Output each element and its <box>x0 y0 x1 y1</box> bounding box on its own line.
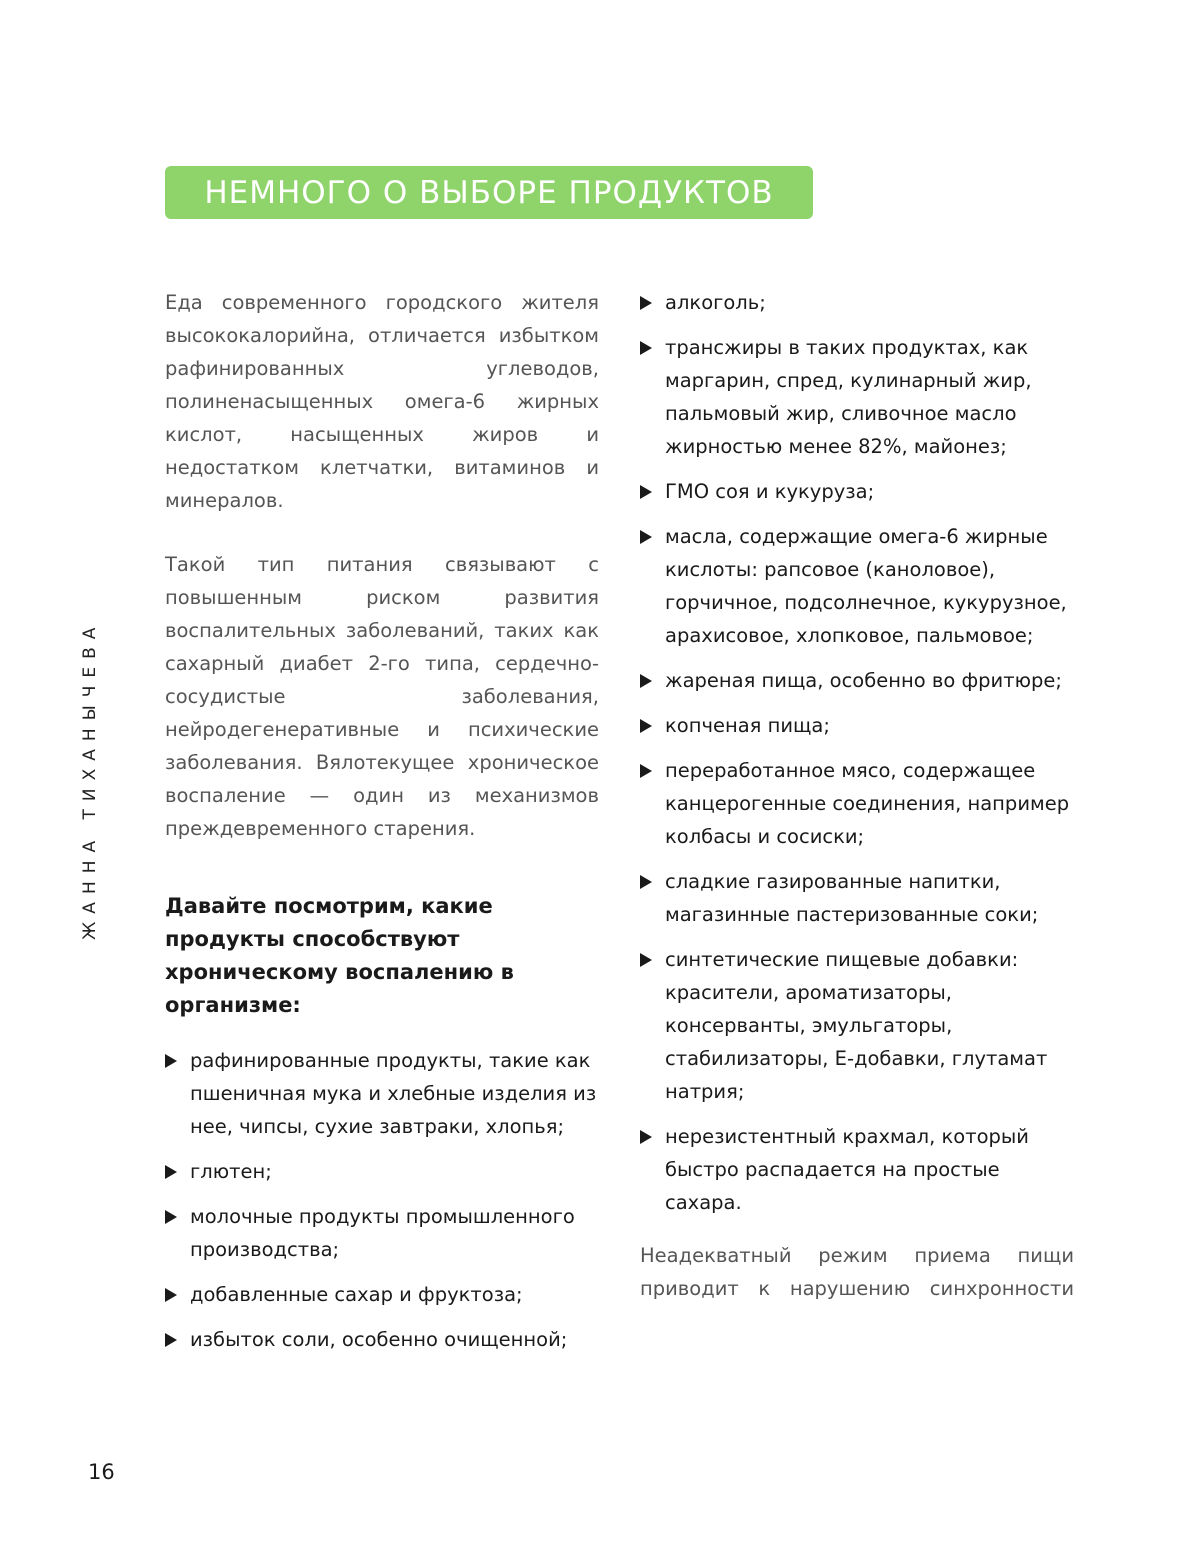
intro-paragraph: Еда современного городского жителя высококалорийна, отличается избытком рафинированных углеводов, полиненасыщенных омега-6 жирных кислот, насыщенных жиров и недостатком клетчатки, витаминов и минералов. <box>165 291 599 512</box>
list-item: копченая пища; <box>640 709 1074 742</box>
bullet-triangle-icon <box>640 341 652 355</box>
list-item: добавленные сахар и фруктоза; <box>165 1278 599 1311</box>
bullet-triangle-icon <box>640 764 652 778</box>
bullet-triangle-icon <box>640 719 652 733</box>
list-item: трансжиры в таких продуктах, как маргарин, спред, кулинарный жир, пальмовый жир, сливочное масло жирностью менее 82%, майонез; <box>640 331 1074 463</box>
list-item: избыток соли, особенно очищенной; <box>165 1323 599 1356</box>
running-author: ЖАННА ТИХАНЫЧЕВА <box>80 619 100 940</box>
bullet-triangle-icon <box>640 674 652 688</box>
bullet-triangle-icon <box>640 953 652 967</box>
list-item: синтетические пищевые добавки: красители, ароматизаторы, консерванты, эмульгаторы, стабилизаторы, Е-добавки, глутамат натрия; <box>640 943 1074 1108</box>
list-item: рафинированные продукты, такие как пшеничная мука и хлебные изделия из нее, чипсы, сухие завтраки, хлопья; <box>165 1044 599 1143</box>
section-title-bar <box>165 166 813 219</box>
bullet-triangle-icon <box>640 296 652 310</box>
right-column <box>640 286 1074 1305</box>
left-food-list <box>165 1044 599 1356</box>
bullet-triangle-icon <box>165 1288 177 1302</box>
left-column <box>165 286 599 1368</box>
right-food-list <box>640 286 1074 1219</box>
bullet-triangle-icon <box>640 485 652 499</box>
bullet-triangle-icon <box>640 1130 652 1144</box>
list-item: нерезистентный крахмал, который быстро распадается на простые сахара. <box>640 1120 1074 1219</box>
page-number: 16 <box>88 1460 115 1484</box>
bullet-triangle-icon <box>640 530 652 544</box>
bullet-triangle-icon <box>165 1210 177 1224</box>
list-item: жареная пища, особенно во фритюре; <box>640 664 1074 697</box>
closing-paragraph: Неадекватный режим приема пищи приводит к нарушению синхронности <box>640 1244 1074 1300</box>
bullet-triangle-icon <box>165 1054 177 1068</box>
bullet-triangle-icon <box>165 1333 177 1347</box>
list-item: ГМО соя и кукуруза; <box>640 475 1074 508</box>
section-title: НЕМНОГО О ВЫБОРЕ ПРОДУКТОВ <box>204 174 774 211</box>
inflammation-paragraph: Такой тип питания связывают с повышенным риском развития воспалительных заболеваний, таких как сахарный диабет 2-го типа, сердечно-сосудистые заболевания, нейродегенеративные и психические заболевания. Вялотекущее хроническое воспаление — один из механизмов преждевременного старения. <box>165 553 599 840</box>
list-heading: Давайте посмотрим, какие продукты способствуют хроническому воспалению в организме: <box>165 894 514 1017</box>
bullet-triangle-icon <box>640 875 652 889</box>
list-item: переработанное мясо, содержащее канцерогенные соединения, например колбасы и сосиски; <box>640 754 1074 853</box>
bullet-triangle-icon <box>165 1165 177 1179</box>
list-item: глютен; <box>165 1155 599 1188</box>
list-item: сладкие газированные напитки, магазинные пастеризованные соки; <box>640 865 1074 931</box>
list-item: масла, содержащие омега-6 жирные кислоты: рапсовое (каноловое), горчичное, подсолнечное, кукурузное, арахисовое, хлопковое, пальмовое; <box>640 520 1074 652</box>
list-item: алкоголь; <box>640 286 1074 319</box>
list-item: молочные продукты промышленного производства; <box>165 1200 599 1266</box>
